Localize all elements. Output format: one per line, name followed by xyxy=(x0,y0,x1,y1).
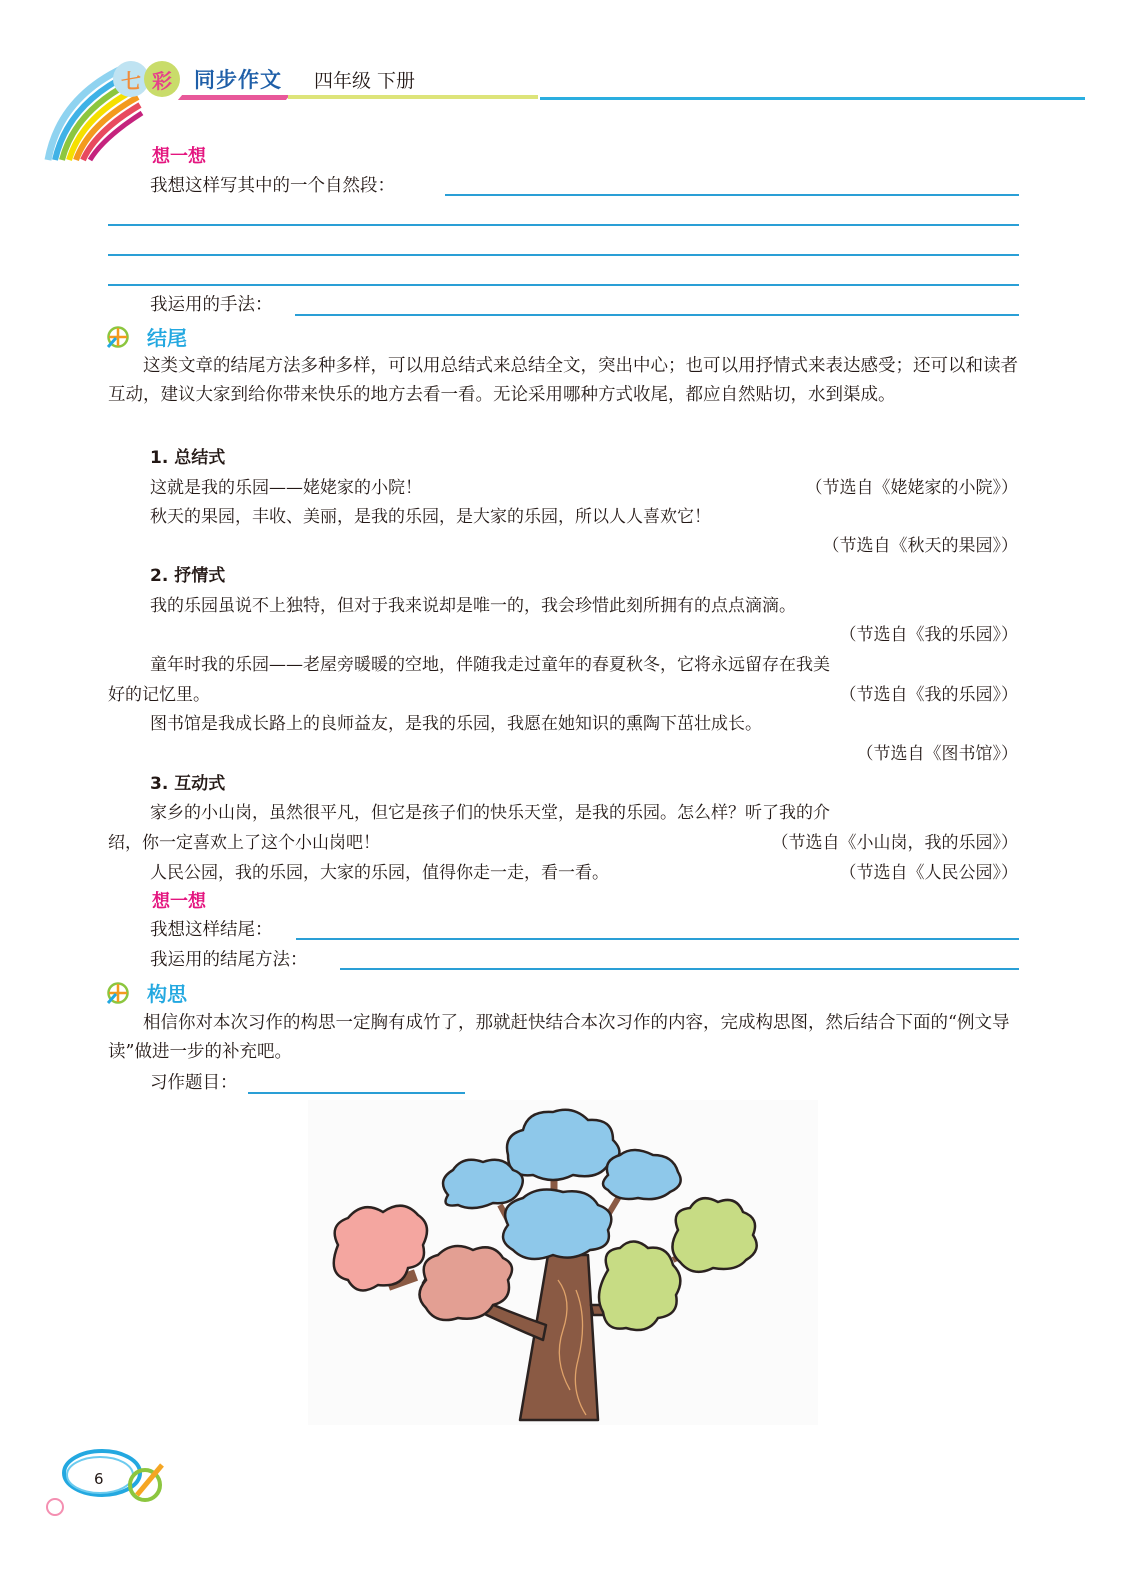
header-rule-pink xyxy=(178,95,290,100)
conception-tree-diagram xyxy=(308,1100,818,1425)
example-source: （节选自《图书馆》） xyxy=(856,744,1018,764)
section-compass-icon xyxy=(106,981,130,1005)
method-answer-line[interactable] xyxy=(295,314,1019,316)
method-prompt-label: 我运用的手法： xyxy=(150,295,273,315)
example-source: （节选自《我的乐园》） xyxy=(839,625,1018,645)
book-series-title: 同步作文 xyxy=(194,68,282,92)
ending-method-answer-line[interactable] xyxy=(340,968,1019,970)
example-text: 家乡的小山岗，虽然很平凡，但它是孩子们的快乐天堂，是我的乐园。怎么样？听了我的介 xyxy=(150,803,830,823)
think-heading: 想一想 xyxy=(152,891,206,912)
example-text: 人民公园，我的乐园，大家的乐园，值得你走一走，看一看。 xyxy=(150,863,609,883)
example-source: （节选自《小山岗，我的乐园》） xyxy=(771,833,1018,853)
paragraph-prompt-label: 我想这样写其中的一个自然段： xyxy=(150,176,395,196)
topic-prompt-label: 习作题目： xyxy=(150,1073,238,1093)
paragraph-answer-line[interactable] xyxy=(108,224,1019,226)
paragraph-answer-line[interactable] xyxy=(108,254,1019,256)
conception-intro: 相信你对本次习作的构思一定胸有成竹了，那就赶快结合本次习作的内容，完成构思图，然后结合下面的“例文导读”做进一步的补充吧。 xyxy=(108,1013,1010,1062)
logo-badge-text: 彩 xyxy=(152,68,172,93)
section-title-conception: 构思 xyxy=(147,982,187,1006)
example-source: （节选自《秋天的果园》） xyxy=(822,536,1018,556)
logo-badge-text: 七 xyxy=(121,68,141,93)
example-source: （节选自《人民公园》） xyxy=(839,863,1018,883)
ending-intro: 这类文章的结尾方法多种多样，可以用总结式来总结全文，突出中心；也可以用抒情式来表达感受；还可以和读者互动，建议大家到给你带来快乐的地方去看一看。无论采用哪种方式收尾，都应自然贴切，水到渠成。 xyxy=(108,356,1018,405)
subheading-lyrical: 2. 抒情式 xyxy=(150,566,226,586)
example-source: （节选自《姥姥家的小院》） xyxy=(805,478,1018,498)
subheading-summary: 1. 总结式 xyxy=(150,448,226,468)
example-text: 这就是我的乐园——姥姥家的小院！ xyxy=(150,478,422,498)
section-title-ending: 结尾 xyxy=(147,326,187,350)
example-text: 我的乐园虽说不上独特，但对于我来说却是唯一的，我会珍惜此刻所拥有的点点滴滴。 xyxy=(150,596,796,616)
page-number: 6 xyxy=(94,1470,104,1488)
topic-answer-line[interactable] xyxy=(248,1092,465,1094)
paragraph-answer-line[interactable] xyxy=(445,194,1019,196)
example-text: 童年时我的乐园——老屋旁暖暖的空地，伴随我走过童年的春夏秋冬，它将永远留存在我美 xyxy=(150,655,830,675)
header-rule-blue xyxy=(540,97,1085,100)
think-heading: 想一想 xyxy=(152,146,206,167)
page-number-swirl-decoration xyxy=(40,1435,170,1525)
ending-answer-line[interactable] xyxy=(296,938,1019,940)
paragraph-answer-line[interactable] xyxy=(108,284,1019,286)
example-text: 图书馆是我成长路上的良师益友，是我的乐园，我愿在她知识的熏陶下茁壮成长。 xyxy=(150,714,762,734)
example-source: （节选自《我的乐园》） xyxy=(839,685,1018,705)
example-text: 秋天的果园，丰收、美丽，是我的乐园，是大家的乐园，所以人人喜欢它！ xyxy=(150,507,711,527)
ending-method-prompt-label: 我运用的结尾方法： xyxy=(150,950,308,970)
ending-prompt-label: 我想这样结尾： xyxy=(150,920,273,940)
section-compass-icon xyxy=(106,325,130,349)
grade-label: 四年级 下册 xyxy=(314,70,416,92)
subheading-interactive: 3. 互动式 xyxy=(150,774,226,794)
leaf-blue-top xyxy=(507,1110,619,1180)
header-rule-yellow xyxy=(288,95,538,99)
example-text: 好的记忆里。 xyxy=(108,685,210,705)
logo-badge-cai xyxy=(144,61,180,97)
example-text: 绍，你一定喜欢上了这个小山岗吧！ xyxy=(108,833,380,853)
